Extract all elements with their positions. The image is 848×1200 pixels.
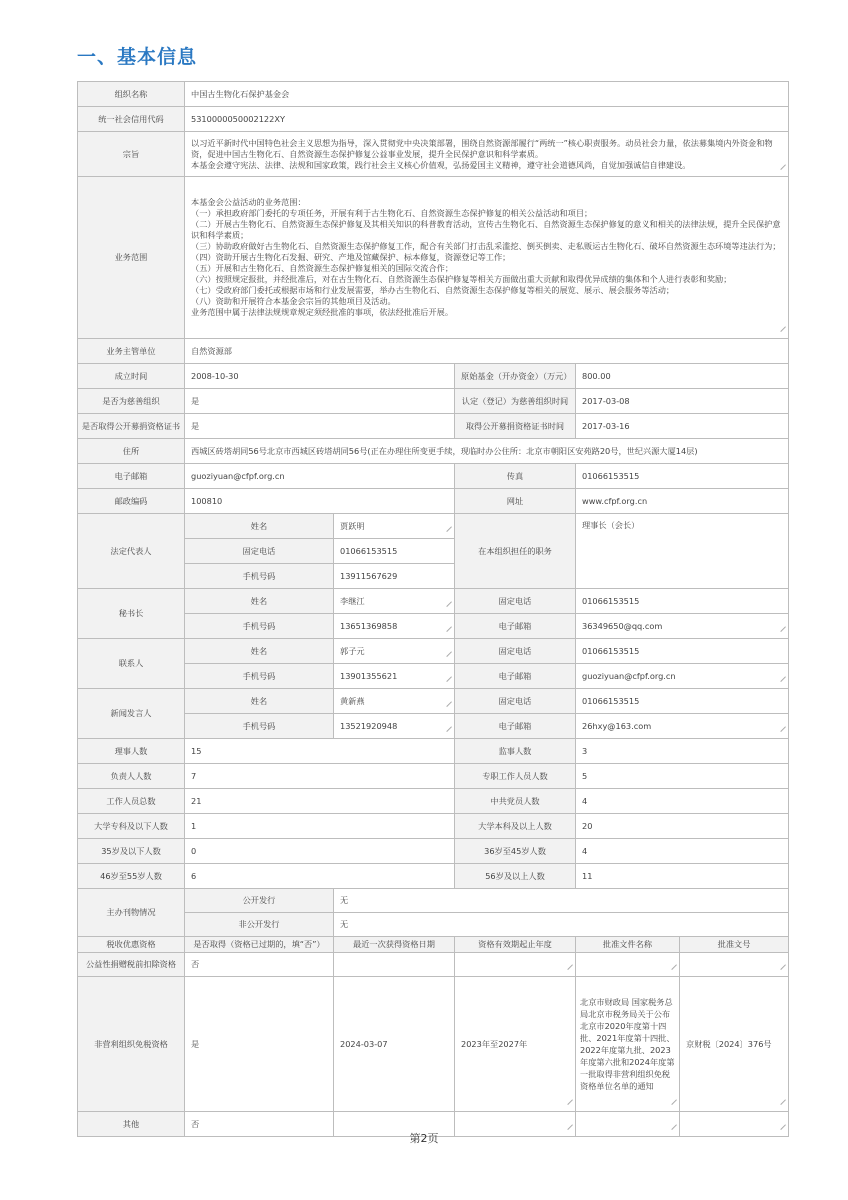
contact-phone-label: 固定电话 — [455, 639, 576, 664]
legal-rep-name-label: 姓名 — [185, 514, 334, 539]
value-donation-deduct: 否 — [185, 953, 334, 977]
label-age-36-45: 36岁至45岁人数 — [455, 839, 576, 864]
value-org-name: 中国古生物化石保护基金会 — [185, 82, 789, 107]
value-has-fundraising: 是 — [185, 414, 455, 439]
value-age-56-above: 11 — [576, 864, 789, 889]
public-issue-label: 公开发行 — [185, 889, 334, 913]
donation-valid — [455, 953, 576, 977]
value-supervisor: 自然资源部 — [185, 339, 789, 364]
resize-grip-icon[interactable] — [781, 681, 786, 686]
value-age-35-below: 0 — [185, 839, 455, 864]
resize-grip-icon[interactable] — [781, 631, 786, 636]
label-directors: 理事人数 — [78, 739, 185, 764]
label-nonprofit-exempt: 非营利组织免税资格 — [78, 977, 185, 1112]
label-fax: 传真 — [455, 464, 576, 489]
nonpublic-issue-label: 非公开发行 — [185, 913, 334, 937]
resize-grip-icon[interactable] — [781, 731, 786, 736]
spk-name — [334, 689, 455, 714]
legal-rep-name-text: 贾跃明 — [340, 520, 365, 531]
label-founded: 成立时间 — [78, 364, 185, 389]
value-age-36-45: 4 — [576, 839, 789, 864]
page-number: 第2页 — [409, 1132, 439, 1145]
legal-rep-mobile-label: 手机号码 — [185, 564, 334, 589]
spk-phone: 01066153515 — [576, 689, 789, 714]
sg-email-text: 36349650@qq.com — [582, 620, 663, 631]
resize-grip-icon[interactable] — [781, 969, 786, 974]
resize-grip-icon[interactable] — [781, 169, 786, 174]
label-is-charity: 是否为慈善组织 — [78, 389, 185, 414]
value-supervisors: 3 — [576, 739, 789, 764]
label-fundraising-date: 取得公开募捐资格证书时间 — [455, 414, 576, 439]
sg-phone: 01066153515 — [576, 589, 789, 614]
nonprofit-date: 2024-03-07 — [334, 977, 455, 1112]
label-email: 电子邮箱 — [78, 464, 185, 489]
label-supervisors: 监事人数 — [455, 739, 576, 764]
legal-rep-phone: 01066153515 — [334, 539, 455, 564]
spk-mobile-label: 手机号码 — [185, 714, 334, 739]
label-credit-code: 统一社会信用代码 — [78, 107, 185, 132]
value-cpc: 4 — [576, 789, 789, 814]
sg-mobile-label: 手机号码 — [185, 614, 334, 639]
legal-rep-mobile: 13911567629 — [334, 564, 455, 589]
sg-mobile-text: 13651369858 — [340, 620, 398, 631]
legal-rep-phone-label: 固定电话 — [185, 539, 334, 564]
resize-grip-icon[interactable] — [568, 969, 573, 974]
value-public-issue: 无 — [334, 889, 789, 913]
nonprofit-doc-name — [576, 977, 680, 1112]
value-responsible: 7 — [185, 764, 455, 789]
label-age-46-55: 46岁至55岁人数 — [78, 864, 185, 889]
resize-grip-icon[interactable] — [447, 681, 452, 686]
resize-grip-icon[interactable] — [447, 706, 452, 711]
contact-email-text: guoziyuan@cfpf.org.cn — [582, 670, 676, 681]
tax-header-latest-date: 最近一次获得资格日期 — [334, 937, 455, 953]
contact-mobile-text: 13901355621 — [340, 670, 398, 681]
label-org-name: 组织名称 — [78, 82, 185, 107]
label-website: 网址 — [455, 489, 576, 514]
contact-mobile — [334, 664, 455, 689]
label-original-fund: 原始基金（开办资金）（万元） — [455, 364, 576, 389]
value-bachelor-above: 20 — [576, 814, 789, 839]
resize-grip-icon[interactable] — [447, 531, 452, 536]
value-charity-date: 2017-03-08 — [576, 389, 789, 414]
tax-header-obtained: 是否取得（资格已过期的，填“否”） — [185, 937, 334, 953]
label-responsible: 负责人人数 — [78, 764, 185, 789]
value-fundraising-date: 2017-03-16 — [576, 414, 789, 439]
spk-mobile — [334, 714, 455, 739]
tax-header-valid: 资格有效期起止年度 — [455, 937, 576, 953]
spk-email-text: 26hxy@163.com — [582, 720, 652, 731]
legal-rep-position-label: 在本组织担任的职务 — [455, 514, 576, 589]
value-address: 西城区砖塔胡同56号北京市西城区砖塔胡同56号(正在办理住所变更手续，现临时办公住所：北京市朝阳区安苑路20号，世纪兴源大厦14层) — [185, 439, 789, 464]
resize-grip-icon[interactable] — [781, 331, 786, 336]
legal-rep-position: 理事长（会长） — [576, 514, 789, 589]
contact-name-label: 姓名 — [185, 639, 334, 664]
spk-name-label: 姓名 — [185, 689, 334, 714]
spk-name-text: 黄新燕 — [340, 695, 365, 706]
sg-name-text: 李继江 — [340, 595, 365, 606]
sg-phone-label: 固定电话 — [455, 589, 576, 614]
nonprofit-doc-name-text: 北京市财政局 国家税务总局北京市税务局关于公布北京市2020年度第十四批、2021年度第十四批、2022年度第九批、2023年度第六批和2024年度第一批取得非营利组织免税资格单位名单的通知 — [580, 997, 675, 1091]
nonprofit-valid-text: 2023年至2027年 — [461, 1038, 528, 1049]
value-website: www.cfpf.org.cn — [576, 489, 789, 514]
label-publications: 主办刊物情况 — [78, 889, 185, 937]
contact-email — [576, 664, 789, 689]
label-college-below: 大学专科及以下人数 — [78, 814, 185, 839]
label-supervisor: 业务主管单位 — [78, 339, 185, 364]
value-other: 否 — [185, 1112, 334, 1137]
tax-header-title: 税收优惠资格 — [78, 937, 185, 953]
sg-mobile — [334, 614, 455, 639]
contact-name-text: 郭子元 — [340, 645, 365, 656]
sg-email — [576, 614, 789, 639]
label-staff-total: 工作人员总数 — [78, 789, 185, 814]
sg-name-label: 姓名 — [185, 589, 334, 614]
value-founded: 2008-10-30 — [185, 364, 455, 389]
value-purpose — [185, 132, 789, 177]
resize-grip-icon[interactable] — [568, 1104, 573, 1109]
label-business-scope: 业务范围 — [78, 177, 185, 339]
value-nonpublic-issue: 无 — [334, 913, 789, 937]
sg-name — [334, 589, 455, 614]
label-contact: 联系人 — [78, 639, 185, 689]
value-nonprofit-exempt: 是 — [185, 977, 334, 1112]
value-fulltime: 5 — [576, 764, 789, 789]
label-age-35-below: 35岁及以下人数 — [78, 839, 185, 864]
value-original-fund: 800.00 — [576, 364, 789, 389]
label-other: 其他 — [78, 1112, 185, 1137]
value-email: guoziyuan@cfpf.org.cn — [185, 464, 455, 489]
tax-header-doc-no: 批准文号 — [680, 937, 789, 953]
value-postcode: 100810 — [185, 489, 455, 514]
label-purpose: 宗旨 — [78, 132, 185, 177]
contact-name — [334, 639, 455, 664]
contact-mobile-label: 手机号码 — [185, 664, 334, 689]
value-staff-total: 21 — [185, 789, 455, 814]
contact-phone: 01066153515 — [576, 639, 789, 664]
resize-grip-icon[interactable] — [447, 731, 452, 736]
label-legal-rep: 法定代表人 — [78, 514, 185, 589]
tax-header-doc-name: 批准文件名称 — [576, 937, 680, 953]
value-college-below: 1 — [185, 814, 455, 839]
label-bachelor-above: 大学本科及以上人数 — [455, 814, 576, 839]
resize-grip-icon[interactable] — [781, 1104, 786, 1109]
value-age-46-55: 6 — [185, 864, 455, 889]
purpose-text: 以习近平新时代中国特色社会主义思想为指导，深入贯彻党中央决策部署，围绕自然资源部履行“两统一”核心职责服务。动员社会力量，依法募集境内外资金和物资，促进中国古生物化石、自然资源生态保护修复公益事业发展，提升全民保护意识和科学素质。 本基金会遵守宪法、法律、法规和国家政策，践行社会主义核心价值观，弘扬爱国主义精神，遵守社会道德风尚，自觉加强诚信自律建设。 — [191, 137, 773, 170]
value-directors: 15 — [185, 739, 455, 764]
donation-doc-name — [576, 953, 680, 977]
donation-date — [334, 953, 455, 977]
contact-email-label: 电子邮箱 — [455, 664, 576, 689]
legal-rep-name — [334, 514, 455, 539]
label-fulltime: 专职工作人员人数 — [455, 764, 576, 789]
resize-grip-icon[interactable] — [672, 969, 677, 974]
sg-email-label: 电子邮箱 — [455, 614, 576, 639]
value-credit-code: 5310000050002122XY — [185, 107, 789, 132]
nonprofit-doc-no-text: 京财税〔2024〕376号 — [686, 1038, 772, 1049]
label-address: 住所 — [78, 439, 185, 464]
resize-grip-icon[interactable] — [447, 656, 452, 661]
label-postcode: 邮政编码 — [78, 489, 185, 514]
spk-phone-label: 固定电话 — [455, 689, 576, 714]
nonprofit-doc-no — [680, 977, 789, 1112]
label-has-fundraising: 是否取得公开募捐资格证书 — [78, 414, 185, 439]
nonprofit-valid — [455, 977, 576, 1112]
label-spokesperson: 新闻发言人 — [78, 689, 185, 739]
section-title: 一、基本信息 — [77, 46, 198, 68]
resize-grip-icon[interactable] — [672, 1104, 677, 1109]
value-business-scope — [185, 177, 789, 339]
resize-grip-icon[interactable] — [447, 631, 452, 636]
value-fax: 01066153515 — [576, 464, 789, 489]
business-scope-text: 本基金会公益活动的业务范围： （一）承担政府部门委托的专项任务，开展有利于古生物化石、自然资源生态保护修复的相关公益活动和项目； （二）开展古生物化石、自然资源生态保护修复及其相关知识的科普教育活动，宣传古生物化石、自然资源生态保护修复的意义和相关的法律法规，提升全民保护意识和科学素质； （三）协助政府做好古生物化石、自然资源生态保护修复工作，配合有关部门打击乱采滥挖、倒买倒卖、走私贩运古生物化石、破坏自然资源生态环境等违法行为； （四）资助开展古生物化石发掘、研究、产地及馆藏保护、标本修复，资源登记等工作； （五）开展和古生物化石、自然资源生态保护修复相关的国际交流合作； （六）按照规定报批，并经批准后，对在古生物化石、自然资源生态保护修复等相关方面做出重大贡献和取得优异成绩的集体和个人进行表彰和奖励； （七）受政府部门委托或根据市场和行业发展需要，举办古生物化石、自然资源生态保护修复等相关的展览、展示、展会服务等活动； （八）资助和开展符合本基金会宗旨的其他项目及活动。 业务范围中属于法律法规规章规定须经批准的事项，依法经批准后开展。 — [191, 197, 781, 317]
spk-email-label: 电子邮箱 — [455, 714, 576, 739]
label-secretary-general: 秘书长 — [78, 589, 185, 639]
value-is-charity: 是 — [185, 389, 455, 414]
basic-info-table — [77, 81, 789, 1137]
resize-grip-icon[interactable] — [447, 606, 452, 611]
label-charity-date: 认定（登记）为慈善组织时间 — [455, 389, 576, 414]
label-age-56-above: 56岁及以上人数 — [455, 864, 576, 889]
donation-doc-no — [680, 953, 789, 977]
spk-mobile-text: 13521920948 — [340, 720, 398, 731]
spk-email — [576, 714, 789, 739]
label-donation-deduct: 公益性捐赠税前扣除资格 — [78, 953, 185, 977]
label-cpc: 中共党员人数 — [455, 789, 576, 814]
